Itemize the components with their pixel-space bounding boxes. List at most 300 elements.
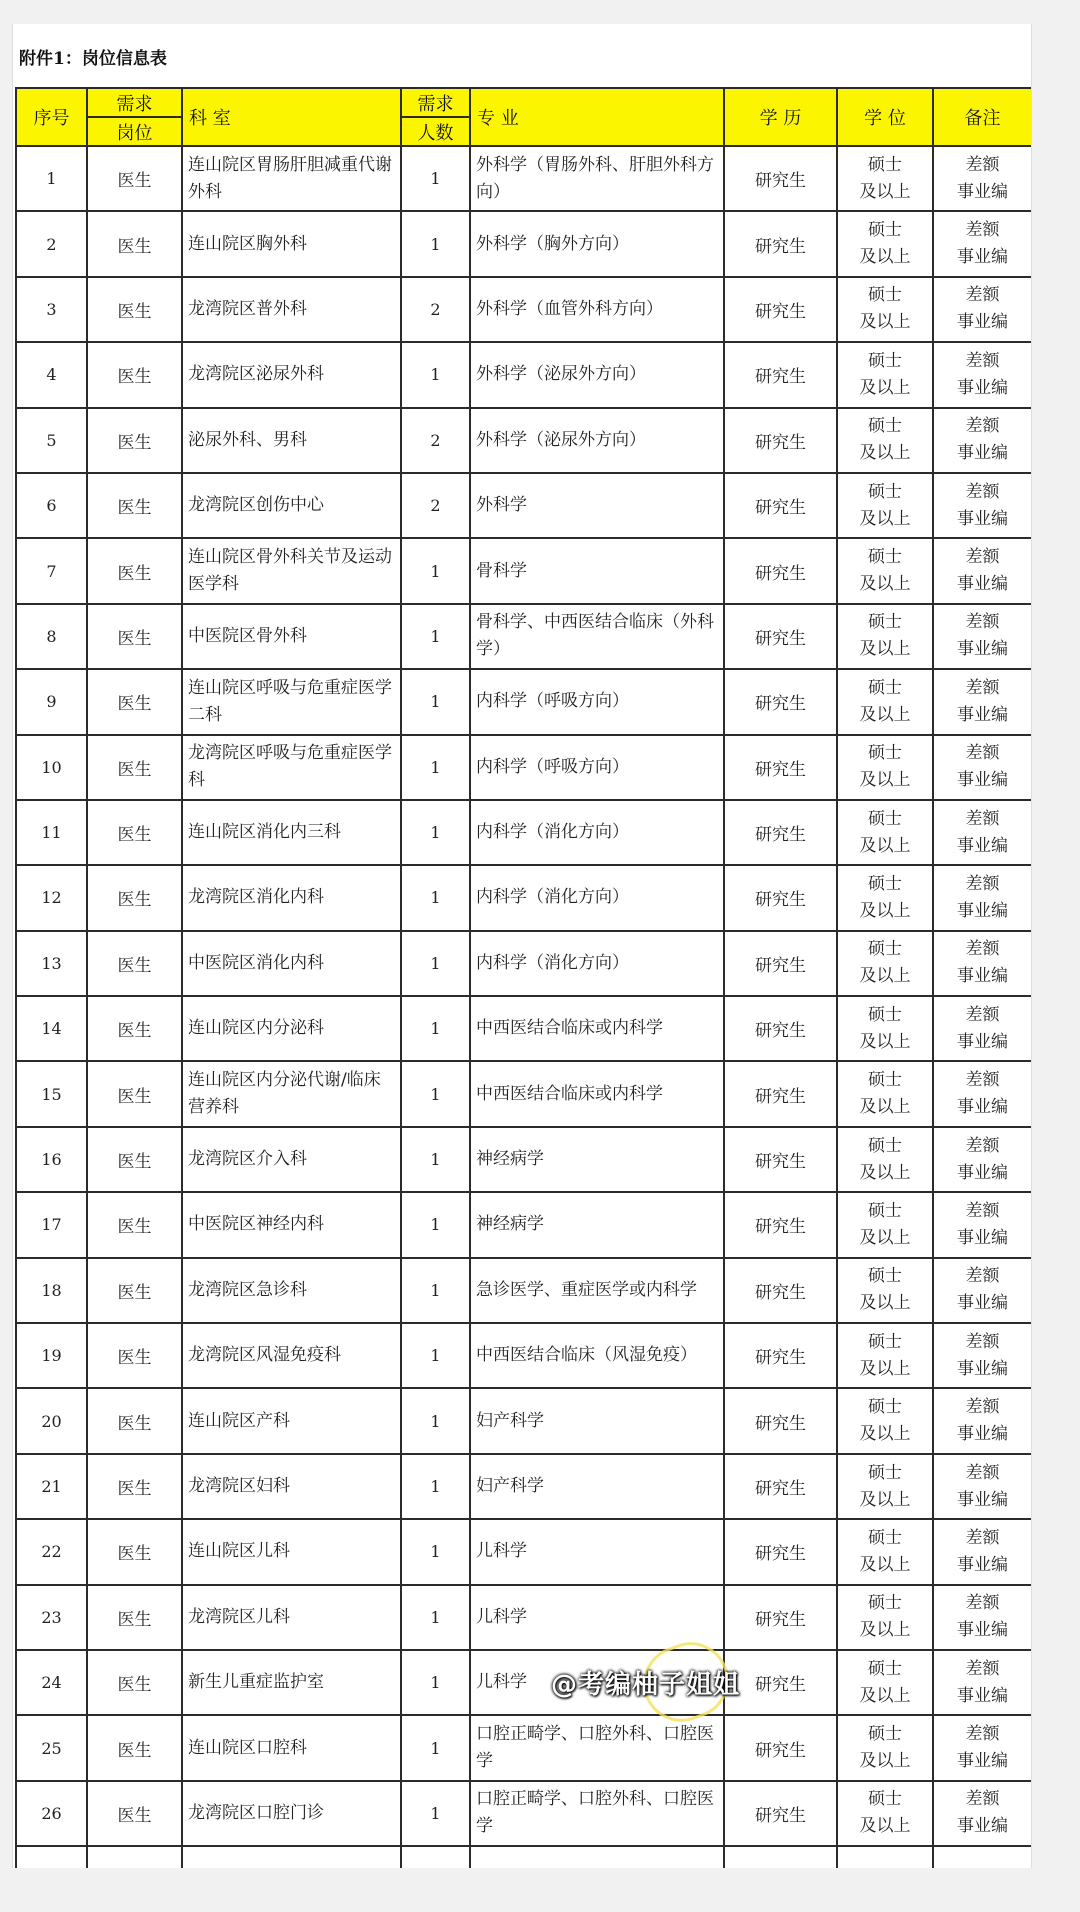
remark-cell-line2: 事业编	[957, 1227, 1008, 1248]
degree-cell-line2: 及以上	[859, 247, 911, 268]
degree-cell-line1: 硕士	[868, 154, 902, 175]
major-cell: 内科学（消化方向）	[470, 865, 724, 930]
degree-cell-line1: 硕士	[868, 808, 902, 829]
remark-cell	[933, 1715, 1032, 1780]
header-major: 专 业	[470, 88, 724, 146]
count-cell: 2	[401, 473, 470, 538]
degree-cell-line1: 硕士	[868, 939, 902, 960]
remark-cell	[933, 604, 1032, 669]
major-cell: 内科学（呼吸方向）	[470, 669, 724, 734]
remark-cell-line2: 事业编	[957, 1031, 1008, 1052]
seq-cell: 26	[16, 1781, 87, 1846]
header-count-bottom: 人数	[401, 117, 470, 146]
major-cell: 外科学（泌尿外方向）	[470, 342, 724, 407]
table-row	[16, 1192, 1032, 1257]
remark-cell	[933, 1650, 1032, 1715]
degree-cell-line2: 及以上	[859, 900, 911, 921]
degree-cell-line2: 及以上	[859, 1162, 911, 1183]
remark-cell-line1: 差额	[965, 1135, 1000, 1156]
dept-cell: 龙湾院区普外科	[182, 277, 401, 342]
dept-cell: 连山院区产科	[182, 1388, 401, 1453]
post-cell: 医生	[87, 800, 182, 865]
remark-cell	[933, 277, 1032, 342]
post-cell: 医生	[87, 1127, 182, 1192]
degree-cell	[837, 146, 933, 211]
dept-cell: 龙湾院区创伤中心	[182, 473, 401, 538]
degree-cell-line1: 硕士	[868, 1789, 902, 1810]
major-cell: 妇产科学	[470, 1454, 724, 1519]
header-remark: 备注	[933, 88, 1032, 146]
count-cell: 1	[401, 1323, 470, 1388]
remark-cell	[933, 473, 1032, 538]
remark-cell-line1: 差额	[965, 1200, 1000, 1221]
remark-cell-line2: 事业编	[957, 574, 1008, 595]
degree-cell	[837, 1519, 933, 1584]
header-education: 学 历	[724, 88, 837, 146]
dept-cell: 中医院区骨外科	[182, 604, 401, 669]
degree-cell	[837, 211, 933, 276]
remark-cell	[933, 1061, 1032, 1126]
education-cell: 研究生	[724, 604, 837, 669]
dept-cell: 连山院区内分泌科	[182, 996, 401, 1061]
major-cell: 口腔正畸学、口腔外科、口腔医学	[470, 1781, 724, 1846]
position-table-wrapper	[15, 87, 1032, 1890]
degree-cell	[837, 1192, 933, 1257]
degree-cell-line2: 及以上	[859, 1489, 911, 1510]
degree-cell-line2: 及以上	[859, 1293, 911, 1314]
remark-cell-line1: 差额	[965, 1658, 1000, 1679]
remark-cell-line2: 事业编	[957, 1816, 1008, 1837]
dept-cell: 新生儿重症监护室	[182, 1650, 401, 1715]
table-body	[16, 146, 1032, 1890]
remark-cell-line1: 差额	[965, 154, 1000, 175]
count-cell: 1	[401, 669, 470, 734]
table-header	[16, 88, 1032, 146]
degree-cell-line2: 及以上	[859, 1816, 911, 1837]
education-cell: 研究生	[724, 1127, 837, 1192]
degree-cell	[837, 1454, 933, 1519]
education-cell: 研究生	[724, 735, 837, 800]
seq-cell: 7	[16, 538, 87, 603]
document-page	[12, 24, 1032, 1890]
header-count-top: 需求	[401, 88, 470, 117]
table-row	[16, 1388, 1032, 1453]
degree-cell	[837, 342, 933, 407]
post-cell: 医生	[87, 146, 182, 211]
major-cell: 儿科学	[470, 1519, 724, 1584]
dept-cell: 连山院区消化内三科	[182, 800, 401, 865]
degree-cell-line1: 硕士	[868, 743, 902, 764]
count-cell: 1	[401, 1192, 470, 1257]
degree-cell-line1: 硕士	[868, 285, 902, 306]
remark-cell-line1: 差额	[965, 1397, 1000, 1418]
remark-cell-line1: 差额	[965, 1004, 1000, 1025]
count-cell: 1	[401, 1715, 470, 1780]
post-cell: 医生	[87, 342, 182, 407]
degree-cell	[837, 865, 933, 930]
remark-cell	[933, 538, 1032, 603]
degree-cell-line2: 及以上	[859, 1031, 911, 1052]
degree-cell-line2: 及以上	[859, 1751, 911, 1772]
education-cell: 研究生	[724, 800, 837, 865]
header-post-bottom: 岗位	[87, 117, 182, 146]
major-cell: 口腔正畸学、口腔外科、口腔医学	[470, 1715, 724, 1780]
education-cell: 研究生	[724, 1323, 837, 1388]
table-row	[16, 1258, 1032, 1323]
dept-cell: 龙湾院区介入科	[182, 1127, 401, 1192]
degree-cell	[837, 538, 933, 603]
major-cell: 外科学（胃肠外科、肝胆外科方向）	[470, 146, 724, 211]
dept-cell: 连山院区呼吸与危重症医学二科	[182, 669, 401, 734]
education-cell: 研究生	[724, 865, 837, 930]
remark-cell-line2: 事业编	[957, 443, 1008, 464]
degree-cell-line2: 及以上	[859, 835, 911, 856]
major-cell: 中西医结合临床或内科学	[470, 1061, 724, 1126]
degree-cell-line1: 硕士	[868, 1331, 902, 1352]
education-cell: 研究生	[724, 211, 837, 276]
dept-cell: 龙湾院区风湿免疫科	[182, 1323, 401, 1388]
table-row	[16, 408, 1032, 473]
remark-cell	[933, 865, 1032, 930]
dept-cell: 连山院区儿科	[182, 1519, 401, 1584]
seq-cell: 21	[16, 1454, 87, 1519]
education-cell: 研究生	[724, 1715, 837, 1780]
degree-cell	[837, 800, 933, 865]
seq-cell: 1	[16, 146, 87, 211]
education-cell: 研究生	[724, 996, 837, 1061]
major-cell: 内科学（呼吸方向）	[470, 735, 724, 800]
seq-cell: 10	[16, 735, 87, 800]
remark-cell	[933, 342, 1032, 407]
post-cell: 医生	[87, 408, 182, 473]
count-cell: 1	[401, 342, 470, 407]
dept-cell: 龙湾院区泌尿外科	[182, 342, 401, 407]
remark-cell-line2: 事业编	[957, 181, 1008, 202]
remark-cell	[933, 1192, 1032, 1257]
table-row	[16, 1715, 1032, 1780]
degree-cell-line1: 硕士	[868, 677, 902, 698]
dept-cell: 连山院区口腔科	[182, 1715, 401, 1780]
degree-cell	[837, 1715, 933, 1780]
remark-cell	[933, 211, 1032, 276]
degree-cell	[837, 1258, 933, 1323]
education-cell: 研究生	[724, 1192, 837, 1257]
degree-cell-line2: 及以上	[859, 1358, 911, 1379]
degree-cell-line2: 及以上	[859, 966, 911, 987]
count-cell: 1	[401, 1781, 470, 1846]
remark-cell-line2: 事业编	[957, 835, 1008, 856]
count-cell: 1	[401, 1650, 470, 1715]
degree-cell	[837, 735, 933, 800]
degree-cell	[837, 996, 933, 1061]
count-cell: 1	[401, 1061, 470, 1126]
remark-cell-line1: 差额	[965, 1331, 1000, 1352]
remark-cell-line1: 差额	[965, 873, 1000, 894]
degree-cell	[837, 1650, 933, 1715]
dept-cell: 连山院区胃肠肝胆减重代谢外科	[182, 146, 401, 211]
remark-cell	[933, 1781, 1032, 1846]
major-cell: 外科学（胸外方向）	[470, 211, 724, 276]
major-cell: 外科学（血管外科方向）	[470, 277, 724, 342]
education-cell: 研究生	[724, 1061, 837, 1126]
seq-cell: 18	[16, 1258, 87, 1323]
post-cell: 医生	[87, 1388, 182, 1453]
degree-cell-line2: 及以上	[859, 1227, 911, 1248]
remark-cell-line2: 事业编	[957, 377, 1008, 398]
post-cell: 医生	[87, 735, 182, 800]
table-row	[16, 1585, 1032, 1650]
table-row	[16, 342, 1032, 407]
seq-cell: 4	[16, 342, 87, 407]
post-cell: 医生	[87, 1585, 182, 1650]
seq-cell: 13	[16, 931, 87, 996]
dept-cell: 龙湾院区口腔门诊	[182, 1781, 401, 1846]
table-row	[16, 604, 1032, 669]
degree-cell	[837, 1323, 933, 1388]
table-row	[16, 735, 1032, 800]
table-row	[16, 211, 1032, 276]
degree-cell	[837, 277, 933, 342]
major-cell: 儿科学	[470, 1585, 724, 1650]
education-cell: 研究生	[724, 1585, 837, 1650]
remark-cell-line1: 差额	[965, 808, 1000, 829]
position-info-table	[15, 87, 1032, 1890]
remark-cell-line1: 差额	[965, 1462, 1000, 1483]
header-dept: 科 室	[182, 88, 401, 146]
table-row	[16, 1061, 1032, 1126]
table-caption: 附件1：岗位信息表	[19, 49, 167, 69]
education-cell: 研究生	[724, 342, 837, 407]
education-cell: 研究生	[724, 669, 837, 734]
post-cell: 医生	[87, 277, 182, 342]
education-cell: 研究生	[724, 1650, 837, 1715]
remark-cell-line1: 差额	[965, 285, 1000, 306]
major-cell: 内科学（消化方向）	[470, 800, 724, 865]
degree-cell-line2: 及以上	[859, 443, 911, 464]
remark-cell	[933, 1323, 1032, 1388]
degree-cell-line2: 及以上	[859, 639, 911, 660]
remark-cell-line1: 差额	[965, 481, 1000, 502]
remark-cell-line2: 事业编	[957, 508, 1008, 529]
post-cell: 医生	[87, 931, 182, 996]
seq-cell: 6	[16, 473, 87, 538]
table-row	[16, 1519, 1032, 1584]
major-cell: 骨科学、中西医结合临床（外科学）	[470, 604, 724, 669]
post-cell: 医生	[87, 211, 182, 276]
major-cell: 外科学（泌尿外方向）	[470, 408, 724, 473]
major-cell: 神经病学	[470, 1192, 724, 1257]
major-cell: 妇产科学	[470, 1388, 724, 1453]
remark-cell	[933, 146, 1032, 211]
header-degree: 学 位	[837, 88, 933, 146]
count-cell: 1	[401, 538, 470, 603]
dept-cell: 龙湾院区呼吸与危重症医学科	[182, 735, 401, 800]
seq-cell: 24	[16, 1650, 87, 1715]
table-row	[16, 931, 1032, 996]
remark-cell-line2: 事业编	[957, 1162, 1008, 1183]
degree-cell-line1: 硕士	[868, 350, 902, 371]
degree-cell-line2: 及以上	[859, 704, 911, 725]
education-cell: 研究生	[724, 1454, 837, 1519]
education-cell: 研究生	[724, 1388, 837, 1453]
remark-cell-line1: 差额	[965, 677, 1000, 698]
education-cell: 研究生	[724, 1258, 837, 1323]
remark-cell	[933, 996, 1032, 1061]
remark-cell	[933, 1519, 1032, 1584]
dept-cell: 中医院区消化内科	[182, 931, 401, 996]
degree-cell-line2: 及以上	[859, 1424, 911, 1445]
post-cell: 医生	[87, 1650, 182, 1715]
degree-cell	[837, 669, 933, 734]
remark-cell-line2: 事业编	[957, 900, 1008, 921]
header-post-top: 需求	[87, 88, 182, 117]
remark-cell	[933, 735, 1032, 800]
seq-cell: 20	[16, 1388, 87, 1453]
post-cell: 医生	[87, 1192, 182, 1257]
remark-cell-line1: 差额	[965, 1527, 1000, 1548]
degree-cell-line1: 硕士	[868, 1658, 902, 1679]
degree-cell-line2: 及以上	[859, 1685, 911, 1706]
degree-cell-line1: 硕士	[868, 1462, 902, 1483]
dept-cell: 龙湾院区消化内科	[182, 865, 401, 930]
degree-cell	[837, 408, 933, 473]
remark-cell-line2: 事业编	[957, 1358, 1008, 1379]
education-cell: 研究生	[724, 1781, 837, 1846]
education-cell: 研究生	[724, 538, 837, 603]
table-row	[16, 1454, 1032, 1519]
degree-cell	[837, 604, 933, 669]
degree-cell-line1: 硕士	[868, 1266, 902, 1287]
table-row	[16, 1781, 1032, 1846]
major-cell: 神经病学	[470, 1127, 724, 1192]
count-cell: 1	[401, 211, 470, 276]
table-row	[16, 1650, 1032, 1715]
seq-cell: 16	[16, 1127, 87, 1192]
dept-cell: 连山院区胸外科	[182, 211, 401, 276]
degree-cell-line1: 硕士	[868, 1527, 902, 1548]
degree-cell-line2: 及以上	[859, 1620, 911, 1641]
dept-cell: 连山院区内分泌代谢/临床营养科	[182, 1061, 401, 1126]
count-cell: 1	[401, 1258, 470, 1323]
seq-cell: 12	[16, 865, 87, 930]
table-row	[16, 800, 1032, 865]
post-cell: 医生	[87, 1454, 182, 1519]
seq-cell: 22	[16, 1519, 87, 1584]
remark-cell-line2: 事业编	[957, 1097, 1008, 1118]
table-row	[16, 865, 1032, 930]
remark-cell-line1: 差额	[965, 1266, 1000, 1287]
remark-cell-line1: 差额	[965, 1070, 1000, 1091]
count-cell: 1	[401, 1127, 470, 1192]
degree-cell-line1: 硕士	[868, 547, 902, 568]
count-cell: 1	[401, 735, 470, 800]
remark-cell	[933, 408, 1032, 473]
degree-cell-line1: 硕士	[868, 873, 902, 894]
degree-cell-line1: 硕士	[868, 220, 902, 241]
post-cell: 医生	[87, 1061, 182, 1126]
degree-cell-line2: 及以上	[859, 377, 911, 398]
remark-cell-line2: 事业编	[957, 966, 1008, 987]
degree-cell-line1: 硕士	[868, 612, 902, 633]
table-row	[16, 1323, 1032, 1388]
count-cell: 1	[401, 604, 470, 669]
watermark-text: @考编柚子姐姐	[551, 1670, 741, 1700]
degree-cell	[837, 1781, 933, 1846]
table-row	[16, 996, 1032, 1061]
count-cell: 1	[401, 996, 470, 1061]
table-row	[16, 538, 1032, 603]
degree-cell-line2: 及以上	[859, 1097, 911, 1118]
seq-cell: 17	[16, 1192, 87, 1257]
post-cell: 医生	[87, 1715, 182, 1780]
seq-cell: 3	[16, 277, 87, 342]
bottom-bar	[0, 1868, 1080, 1912]
post-cell: 医生	[87, 1258, 182, 1323]
remark-cell	[933, 1585, 1032, 1650]
degree-cell	[837, 1127, 933, 1192]
table-row	[16, 473, 1032, 538]
remark-cell-line1: 差额	[965, 547, 1000, 568]
degree-cell-line1: 硕士	[868, 481, 902, 502]
degree-cell-line2: 及以上	[859, 770, 911, 791]
degree-cell-line2: 及以上	[859, 508, 911, 529]
remark-cell-line2: 事业编	[957, 639, 1008, 660]
degree-cell-line2: 及以上	[859, 181, 911, 202]
degree-cell	[837, 473, 933, 538]
remark-cell	[933, 669, 1032, 734]
remark-cell-line2: 事业编	[957, 1751, 1008, 1772]
degree-cell-line1: 硕士	[868, 416, 902, 437]
major-cell: 内科学（消化方向）	[470, 931, 724, 996]
table-row	[16, 669, 1032, 734]
seq-cell: 11	[16, 800, 87, 865]
count-cell: 1	[401, 1454, 470, 1519]
post-cell: 医生	[87, 538, 182, 603]
degree-cell	[837, 1585, 933, 1650]
degree-cell-line1: 硕士	[868, 1070, 902, 1091]
remark-cell-line1: 差额	[965, 220, 1000, 241]
table-row	[16, 277, 1032, 342]
dept-cell: 泌尿外科、男科	[182, 408, 401, 473]
major-cell: 急诊医学、重症医学或内科学	[470, 1258, 724, 1323]
education-cell: 研究生	[724, 473, 837, 538]
count-cell: 1	[401, 146, 470, 211]
seq-cell: 23	[16, 1585, 87, 1650]
remark-cell-line1: 差额	[965, 612, 1000, 633]
remark-cell-line2: 事业编	[957, 1489, 1008, 1510]
post-cell: 医生	[87, 1781, 182, 1846]
post-cell: 医生	[87, 473, 182, 538]
remark-cell-line2: 事业编	[957, 1685, 1008, 1706]
count-cell: 2	[401, 277, 470, 342]
remark-cell-line2: 事业编	[957, 770, 1008, 791]
seq-cell: 9	[16, 669, 87, 734]
remark-cell-line2: 事业编	[957, 1620, 1008, 1641]
remark-cell-line2: 事业编	[957, 1554, 1008, 1575]
remark-cell	[933, 1258, 1032, 1323]
count-cell: 1	[401, 800, 470, 865]
seq-cell: 19	[16, 1323, 87, 1388]
table-row	[16, 1127, 1032, 1192]
count-cell: 1	[401, 1585, 470, 1650]
major-cell: 中西医结合临床或内科学	[470, 996, 724, 1061]
major-cell: 骨科学	[470, 538, 724, 603]
dept-cell: 中医院区神经内科	[182, 1192, 401, 1257]
remark-cell-line1: 差额	[965, 939, 1000, 960]
header-seq: 序号	[16, 88, 87, 146]
remark-cell-line1: 差额	[965, 1789, 1000, 1810]
post-cell: 医生	[87, 1519, 182, 1584]
